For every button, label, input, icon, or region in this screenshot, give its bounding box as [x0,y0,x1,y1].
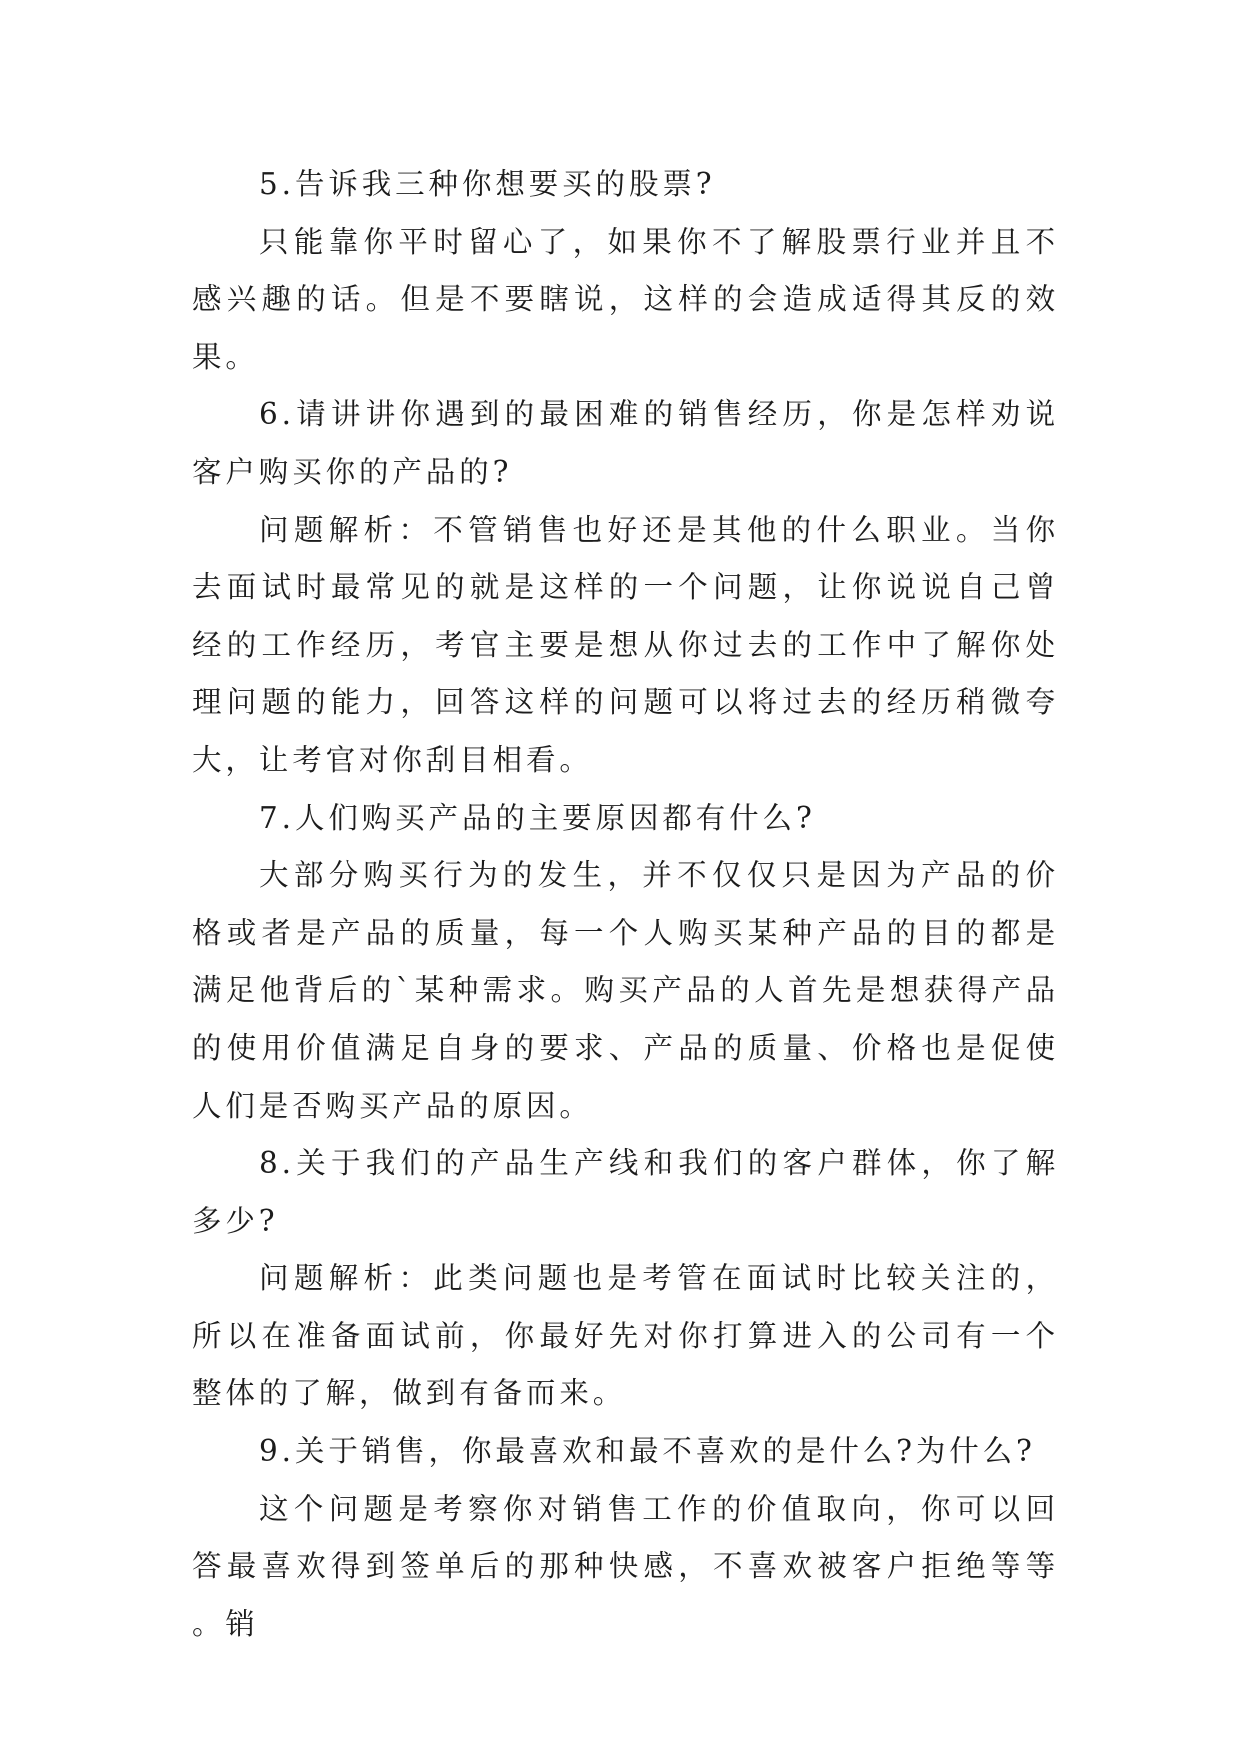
document-body [192,156,1059,1653]
question-6: 6.请讲讲你遇到的最困难的销售经历，你是怎样劝说客户购买你的产品的? [192,397,1059,489]
question-9: 9.关于销售，你最喜欢和最不喜欢的是什么?为什么? [259,1434,1036,1469]
question-7: 7.人们购买产品的主要原因都有什么? [259,800,816,835]
question-5: 5.告诉我三种你想要买的股票? [259,167,716,201]
answer-6: 问题解析：不管销售也好还是其他的什么职业。当你去面试时最常见的就是这样的一个问题，让你说说自己曾经的工作经历，考官主要是想从你过去的工作中了解你处理问题的能力，回答这样的问题可以将过去的经历稍微夸大，让考官对你刮目相看。 [192,512,1059,777]
answer-5: 只能靠你平时留心了，如果你不了解股票行业并且不感兴趣的话。但是不要瞎说，这样的会造成适得其反的效果。 [192,224,1059,374]
answer-8: 问题解析：此类问题也是考管在面试时比较关注的，所以在准备面试前，你最好先对你打算进入的公司有一个整体的了解，做到有备而来。 [192,1261,1059,1411]
answer-9: 这个问题是考察你对销售工作的价值取向，你可以回答最喜欢得到签单后的那种快感，不喜欢被客户拒绝等等。销 [192,1491,1059,1641]
answer-7: 大部分购买行为的发生，并不仅仅只是因为产品的价格或者是产品的质量，每一个人购买某种产品的目的都是满足他背后的`某种需求。购买产品的人首先是想获得产品的使用价值满足自身的要求、产品的质量、价格也是促使人们是否购买产品的原因。 [192,858,1059,1123]
question-8: 8.关于我们的产品生产线和我们的客户群体，你了解多少? [192,1146,1059,1238]
